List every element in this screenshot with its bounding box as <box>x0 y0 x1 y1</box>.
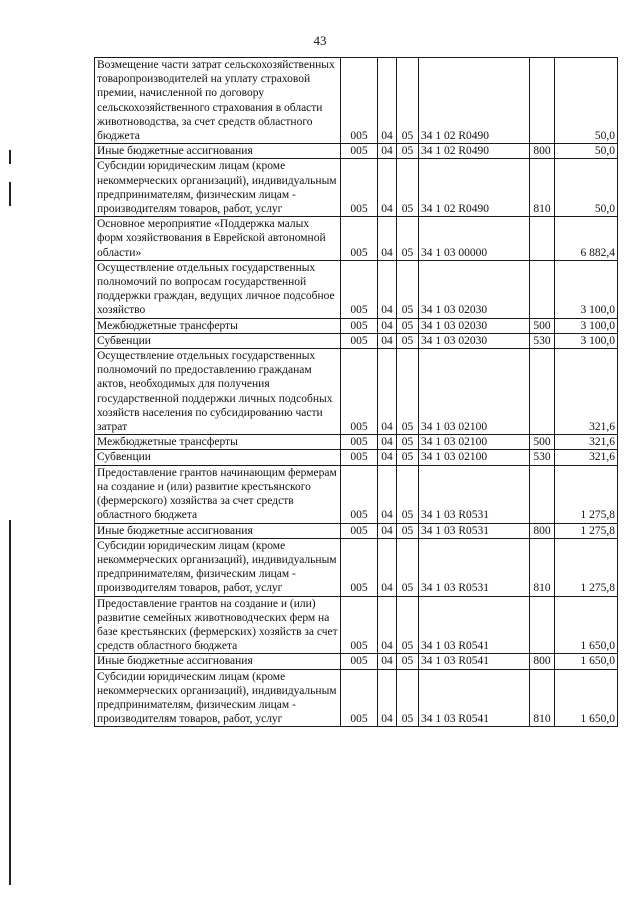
cell-expense-type-code: 810 <box>530 159 555 217</box>
cell-subsection-code: 05 <box>397 523 419 538</box>
cell-subsection-code: 05 <box>397 217 419 261</box>
cell-target-article-code: 34 1 03 02030 <box>419 333 530 348</box>
cell-target-article-code: 34 1 03 02100 <box>419 450 530 465</box>
cell-section-code: 04 <box>378 465 397 523</box>
cell-ministry-code: 005 <box>341 58 378 144</box>
cell-section-code: 04 <box>378 450 397 465</box>
cell-amount: 1 275,8 <box>555 523 618 538</box>
cell-section-code: 04 <box>378 669 397 727</box>
cell-section-code: 04 <box>378 217 397 261</box>
cell-amount: 1 650,0 <box>555 596 618 654</box>
table-row <box>95 435 618 450</box>
cell-amount: 3 100,0 <box>555 318 618 333</box>
table-row <box>95 159 618 217</box>
cell-subsection-code: 05 <box>397 159 419 217</box>
cell-ministry-code: 005 <box>341 523 378 538</box>
cell-subsection-code: 05 <box>397 349 419 435</box>
cell-expense-type-code <box>530 217 555 261</box>
cell-section-code: 04 <box>378 523 397 538</box>
row-name: Иные бюджетные ассигнования <box>95 654 341 669</box>
cell-target-article-code: 34 1 03 00000 <box>419 217 530 261</box>
row-name: Субсидии юридическим лицам (кроме некоммерческих организаций), индивидуальным предпринимателям, физическим лицам - производителям товаров, работ, услуг <box>95 159 341 217</box>
cell-target-article-code: 34 1 03 02100 <box>419 435 530 450</box>
cell-expense-type-code <box>530 465 555 523</box>
row-name: Субвенции <box>95 333 341 348</box>
cell-ministry-code: 005 <box>341 159 378 217</box>
cell-target-article-code: 34 1 03 R0541 <box>419 596 530 654</box>
cell-amount: 50,0 <box>555 58 618 144</box>
cell-ministry-code: 005 <box>341 333 378 348</box>
cell-expense-type-code: 500 <box>530 318 555 333</box>
margin-mark <box>9 182 11 206</box>
cell-ministry-code: 005 <box>341 318 378 333</box>
cell-amount: 1 650,0 <box>555 654 618 669</box>
cell-section-code: 04 <box>378 596 397 654</box>
row-name: Иные бюджетные ассигнования <box>95 144 341 159</box>
budget-table <box>94 57 618 727</box>
row-name: Предоставление грантов начинающим фермерам на создание и (или) развитие крестьянского (фермерского) хозяйства за счет средств областного бюджета <box>95 465 341 523</box>
cell-amount: 50,0 <box>555 159 618 217</box>
table-row <box>95 450 618 465</box>
cell-expense-type-code: 500 <box>530 435 555 450</box>
cell-subsection-code: 05 <box>397 333 419 348</box>
cell-subsection-code: 05 <box>397 144 419 159</box>
cell-section-code: 04 <box>378 349 397 435</box>
row-name: Основное мероприятие «Поддержка малых форм хозяйствования в Еврейской автономной области» <box>95 217 341 261</box>
cell-subsection-code: 05 <box>397 669 419 727</box>
cell-amount: 321,6 <box>555 450 618 465</box>
table-row <box>95 596 618 654</box>
cell-ministry-code: 005 <box>341 260 378 318</box>
cell-target-article-code: 34 1 03 02100 <box>419 349 530 435</box>
row-name: Субсидии юридическим лицам (кроме некоммерческих организаций), индивидуальным предпринимателям, физическим лицам - производителям товаров, работ, услуг <box>95 669 341 727</box>
cell-expense-type-code: 530 <box>530 450 555 465</box>
table-row <box>95 260 618 318</box>
cell-amount: 6 882,4 <box>555 217 618 261</box>
budget-table-body <box>95 58 618 727</box>
cell-target-article-code: 34 1 03 R0541 <box>419 669 530 727</box>
cell-subsection-code: 05 <box>397 58 419 144</box>
cell-amount: 3 100,0 <box>555 333 618 348</box>
row-name: Субвенции <box>95 450 341 465</box>
cell-expense-type-code: 800 <box>530 654 555 669</box>
cell-subsection-code: 05 <box>397 260 419 318</box>
cell-subsection-code: 05 <box>397 538 419 596</box>
cell-expense-type-code <box>530 349 555 435</box>
cell-section-code: 04 <box>378 58 397 144</box>
cell-target-article-code: 34 1 03 02030 <box>419 260 530 318</box>
cell-subsection-code: 05 <box>397 596 419 654</box>
cell-section-code: 04 <box>378 159 397 217</box>
table-row <box>95 349 618 435</box>
cell-subsection-code: 05 <box>397 435 419 450</box>
cell-ministry-code: 005 <box>341 538 378 596</box>
cell-subsection-code: 05 <box>397 465 419 523</box>
row-name: Межбюджетные трансферты <box>95 435 341 450</box>
page-number: 43 <box>313 33 327 48</box>
cell-amount: 3 100,0 <box>555 260 618 318</box>
table-row <box>95 217 618 261</box>
row-name: Осуществление отдельных государственных полномочий по вопросам государственной поддержки граждан, ведущих личное подсобное хозяйство <box>95 260 341 318</box>
cell-target-article-code: 34 1 02 R0490 <box>419 58 530 144</box>
table-row <box>95 538 618 596</box>
cell-expense-type-code: 800 <box>530 523 555 538</box>
table-row <box>95 669 618 727</box>
cell-expense-type-code: 530 <box>530 333 555 348</box>
cell-amount: 1 275,8 <box>555 465 618 523</box>
cell-ministry-code: 005 <box>341 217 378 261</box>
cell-section-code: 04 <box>378 538 397 596</box>
margin-mark <box>9 520 11 885</box>
table-row <box>95 144 618 159</box>
cell-amount: 321,6 <box>555 349 618 435</box>
table-row <box>95 523 618 538</box>
table-row <box>95 465 618 523</box>
cell-expense-type-code: 810 <box>530 669 555 727</box>
row-name: Возмещение части затрат сельскохозяйственных товаропроизводителей на уплату страховой премии, начисленной по договору сельскохозяйственного страхования в области животноводства, за счет средств областного бюджета <box>95 58 341 144</box>
cell-subsection-code: 05 <box>397 654 419 669</box>
cell-target-article-code: 34 1 03 R0531 <box>419 523 530 538</box>
row-name: Межбюджетные трансферты <box>95 318 341 333</box>
cell-amount: 1 275,8 <box>555 538 618 596</box>
cell-expense-type-code <box>530 260 555 318</box>
cell-expense-type-code: 810 <box>530 538 555 596</box>
cell-target-article-code: 34 1 03 R0531 <box>419 538 530 596</box>
row-name: Осуществление отдельных государственных полномочий по предоставлению гражданам актов, необходимых для получения государственной поддержки личных подсобных хозяйств населения по субсидированию части затрат <box>95 349 341 435</box>
cell-target-article-code: 34 1 02 R0490 <box>419 144 530 159</box>
cell-subsection-code: 05 <box>397 450 419 465</box>
cell-ministry-code: 005 <box>341 669 378 727</box>
cell-ministry-code: 005 <box>341 465 378 523</box>
cell-amount: 1 650,0 <box>555 669 618 727</box>
cell-target-article-code: 34 1 03 R0531 <box>419 465 530 523</box>
cell-section-code: 04 <box>378 144 397 159</box>
table-row <box>95 654 618 669</box>
cell-section-code: 04 <box>378 333 397 348</box>
cell-ministry-code: 005 <box>341 596 378 654</box>
cell-ministry-code: 005 <box>341 435 378 450</box>
cell-target-article-code: 34 1 02 R0490 <box>419 159 530 217</box>
row-name: Предоставление грантов на создание и (или) развитие семейных животноводческих ферм на базе крестьянских (фермерских) хозяйств за счет средств областного бюджета <box>95 596 341 654</box>
cell-expense-type-code: 800 <box>530 144 555 159</box>
cell-target-article-code: 34 1 03 02030 <box>419 318 530 333</box>
cell-amount: 321,6 <box>555 435 618 450</box>
cell-section-code: 04 <box>378 654 397 669</box>
cell-ministry-code: 005 <box>341 450 378 465</box>
cell-amount: 50,0 <box>555 144 618 159</box>
cell-ministry-code: 005 <box>341 654 378 669</box>
cell-expense-type-code <box>530 596 555 654</box>
row-name: Иные бюджетные ассигнования <box>95 523 341 538</box>
table-row <box>95 58 618 144</box>
cell-section-code: 04 <box>378 435 397 450</box>
row-name: Субсидии юридическим лицам (кроме некоммерческих организаций), индивидуальным предпринимателям, физическим лицам - производителям товаров, работ, услуг <box>95 538 341 596</box>
table-row <box>95 318 618 333</box>
cell-subsection-code: 05 <box>397 318 419 333</box>
margin-mark <box>9 150 11 164</box>
cell-expense-type-code <box>530 58 555 144</box>
cell-target-article-code: 34 1 03 R0541 <box>419 654 530 669</box>
table-row <box>95 333 618 348</box>
cell-ministry-code: 005 <box>341 349 378 435</box>
cell-section-code: 04 <box>378 260 397 318</box>
cell-section-code: 04 <box>378 318 397 333</box>
cell-ministry-code: 005 <box>341 144 378 159</box>
